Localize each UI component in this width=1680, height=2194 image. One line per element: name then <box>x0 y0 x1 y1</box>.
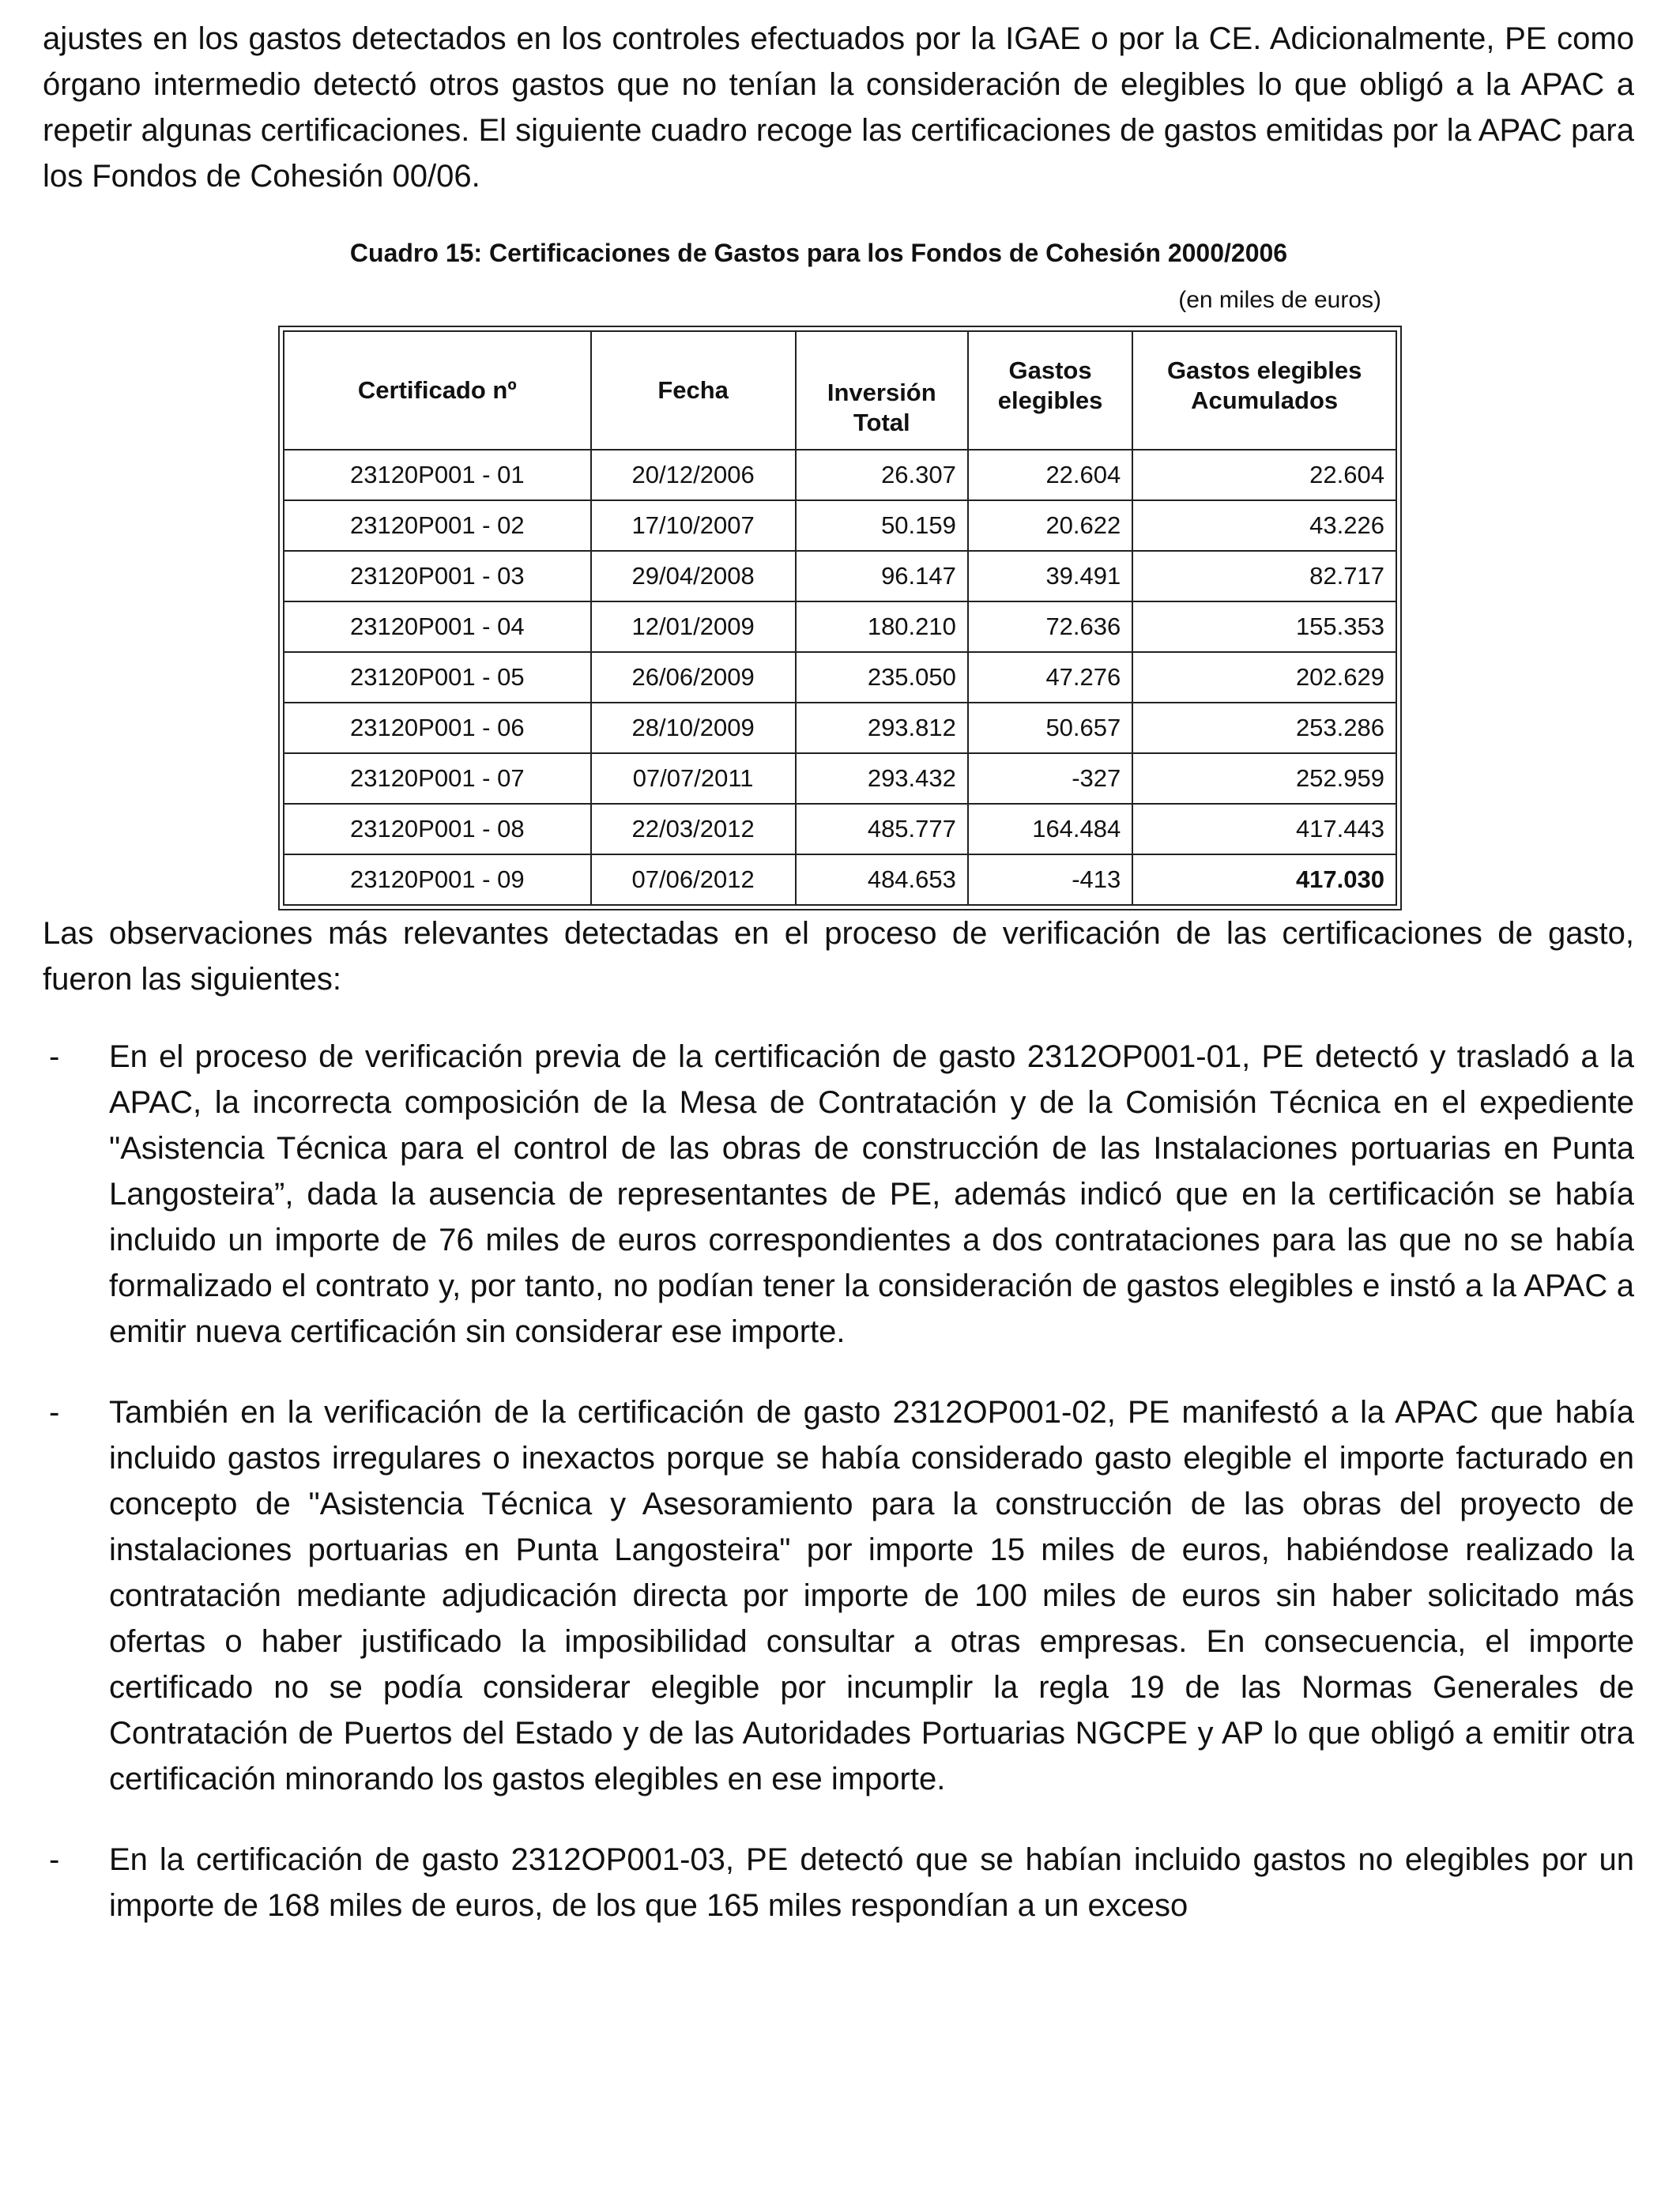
cell-inversion: 485.777 <box>796 804 968 854</box>
observations-list <box>43 1034 1634 1928</box>
header-certificado <box>284 331 591 450</box>
cell-acumulados: 417.443 <box>1132 804 1396 854</box>
cell-inversion: 26.307 <box>796 450 968 500</box>
header-gastos-line2: elegibles <box>997 386 1103 414</box>
bullet-dash: - <box>49 1039 60 1074</box>
cell-fecha: 29/04/2008 <box>591 551 796 601</box>
cell-certificado: 23120P001 - 03 <box>284 551 591 601</box>
observations-intro: Las observaciones más relevantes detectadas en el proceso de verificación de las certificaciones de gasto, fueron las siguientes: <box>43 916 1634 997</box>
table-row <box>284 551 1396 601</box>
cell-certificado: 23120P001 - 04 <box>284 601 591 652</box>
observation-text: En la certificación de gasto 2312OP001-03, PE detectó que se habían incluido gastos no elegibles por un importe de 168 miles de euros, de los que 165 miles respondían a un exceso <box>109 1842 1634 1923</box>
cell-acumulados: 155.353 <box>1132 601 1396 652</box>
header-gastos <box>968 331 1132 450</box>
cell-inversion: 180.210 <box>796 601 968 652</box>
cell-gastos: 39.491 <box>968 551 1132 601</box>
cell-fecha: 07/06/2012 <box>591 854 796 905</box>
header-gastos-line1: Gastos <box>1008 356 1092 384</box>
table-row <box>284 652 1396 703</box>
cell-gastos: -413 <box>968 854 1132 905</box>
cell-inversion: 50.159 <box>796 500 968 551</box>
certifications-table <box>283 330 1397 906</box>
cell-inversion: 96.147 <box>796 551 968 601</box>
cell-acumulados: 252.959 <box>1132 753 1396 804</box>
cell-gastos: 47.276 <box>968 652 1132 703</box>
header-inversion <box>796 331 968 450</box>
header-inversion-line2: Total <box>853 409 910 436</box>
cell-gastos: 72.636 <box>968 601 1132 652</box>
cell-certificado: 23120P001 - 09 <box>284 854 591 905</box>
observation-item <box>43 1389 1634 1802</box>
observation-item <box>43 1034 1634 1355</box>
header-certificado-label: Certificado nº <box>357 376 517 404</box>
table-row <box>284 500 1396 551</box>
cell-gastos: 20.622 <box>968 500 1132 551</box>
table-row <box>284 450 1396 500</box>
table-row <box>284 601 1396 652</box>
certifications-table-frame <box>278 326 1402 910</box>
cell-fecha: 26/06/2009 <box>591 652 796 703</box>
cell-inversion: 484.653 <box>796 854 968 905</box>
header-inversion-line1: Inversión <box>827 379 936 406</box>
cell-certificado: 23120P001 - 01 <box>284 450 591 500</box>
cell-acumulados: 43.226 <box>1132 500 1396 551</box>
cell-fecha: 12/01/2009 <box>591 601 796 652</box>
cell-fecha: 28/10/2009 <box>591 703 796 753</box>
header-fecha-label: Fecha <box>657 376 729 404</box>
cell-acumulados-total: 417.030 <box>1132 854 1396 905</box>
cell-certificado: 23120P001 - 06 <box>284 703 591 753</box>
cell-gastos: 50.657 <box>968 703 1132 753</box>
header-fecha <box>591 331 796 450</box>
cell-inversion: 293.432 <box>796 753 968 804</box>
header-acumulados <box>1132 331 1396 450</box>
cell-acumulados: 22.604 <box>1132 450 1396 500</box>
cell-acumulados: 82.717 <box>1132 551 1396 601</box>
document-page <box>43 16 1634 1963</box>
intro-paragraph: ajustes en los gastos detectados en los controles efectuados por la IGAE o por la CE. Adicionalmente, PE como órgano intermedio detectó otros gastos que no tenían la consideración de elegibles lo que obligó a la APAC a repetir algunas certificaciones. El siguiente cuadro recoge las certificaciones de gastos emitidas por la APAC para los Fondos de Cohesión 00/06. <box>43 21 1634 194</box>
bullet-dash: - <box>49 1842 60 1877</box>
table-units-note: (en miles de euros) <box>1178 287 1381 313</box>
cell-inversion: 235.050 <box>796 652 968 703</box>
header-acumulados-line2: Acumulados <box>1191 386 1339 414</box>
observation-text: También en la verificación de la certificación de gasto 2312OP001-02, PE manifestó a la APAC que había incluido gastos irregulares o inexactos porque se había considerado gasto elegible el importe facturado en concepto de "Asistencia Técnica y Asesoramiento para la construcción de las obras del proyecto de instalaciones portuarias en Punta Langosteira" por importe 15 miles de euros, habiéndose realizado la contratación mediante adjudicación directa por importe de 100 miles de euros sin haber solicitado más ofertas o haber justificado la imposibilidad consultar a otras empresas. En consecuencia, el importe certificado no se podía considerar elegible por incumplir la regla 19 de las Normas Generales de Contratación de Puertos del Estado y de las Autoridades Portuarias NGCPE y AP lo que obligó a emitir otra certificación minorando los gastos elegibles en ese importe. <box>109 1395 1634 1796</box>
cell-acumulados: 202.629 <box>1132 652 1396 703</box>
cell-gastos: 22.604 <box>968 450 1132 500</box>
cell-acumulados: 253.286 <box>1132 703 1396 753</box>
table-row <box>284 804 1396 854</box>
observation-text: En el proceso de verificación previa de la certificación de gasto 2312OP001-01, PE detectó y trasladó a la APAC, la incorrecta composición de la Mesa de Contratación y de la Comisión Técnica en el expediente "Asistencia Técnica para el control de las obras de construcción de las Instalaciones portuarias en Punta Langosteira”, dada la ausencia de representantes de PE, además indicó que en la certificación se había incluido un importe de 76 miles de euros correspondientes a dos contrataciones para las que no se había formalizado el contrato y, por tanto, no podían tener la consideración de gastos elegibles e instó a la APAC a emitir nueva certificación sin considerar ese importe. <box>109 1039 1634 1349</box>
cell-gastos: -327 <box>968 753 1132 804</box>
cell-certificado: 23120P001 - 07 <box>284 753 591 804</box>
cell-fecha: 22/03/2012 <box>591 804 796 854</box>
table-row <box>284 854 1396 905</box>
table-row <box>284 703 1396 753</box>
observation-item <box>43 1837 1634 1928</box>
table-header-row <box>284 331 1396 450</box>
cell-fecha: 07/07/2011 <box>591 753 796 804</box>
cell-certificado: 23120P001 - 08 <box>284 804 591 854</box>
cell-inversion: 293.812 <box>796 703 968 753</box>
cell-certificado: 23120P001 - 02 <box>284 500 591 551</box>
table-caption: Cuadro 15: Certificaciones de Gastos para los Fondos de Cohesión 2000/2006 <box>349 239 1288 267</box>
header-acumulados-line1: Gastos elegibles <box>1166 356 1362 384</box>
cell-certificado: 23120P001 - 05 <box>284 652 591 703</box>
bullet-dash: - <box>49 1395 60 1430</box>
cell-gastos: 164.484 <box>968 804 1132 854</box>
cell-fecha: 17/10/2007 <box>591 500 796 551</box>
table-row <box>284 753 1396 804</box>
cell-fecha: 20/12/2006 <box>591 450 796 500</box>
